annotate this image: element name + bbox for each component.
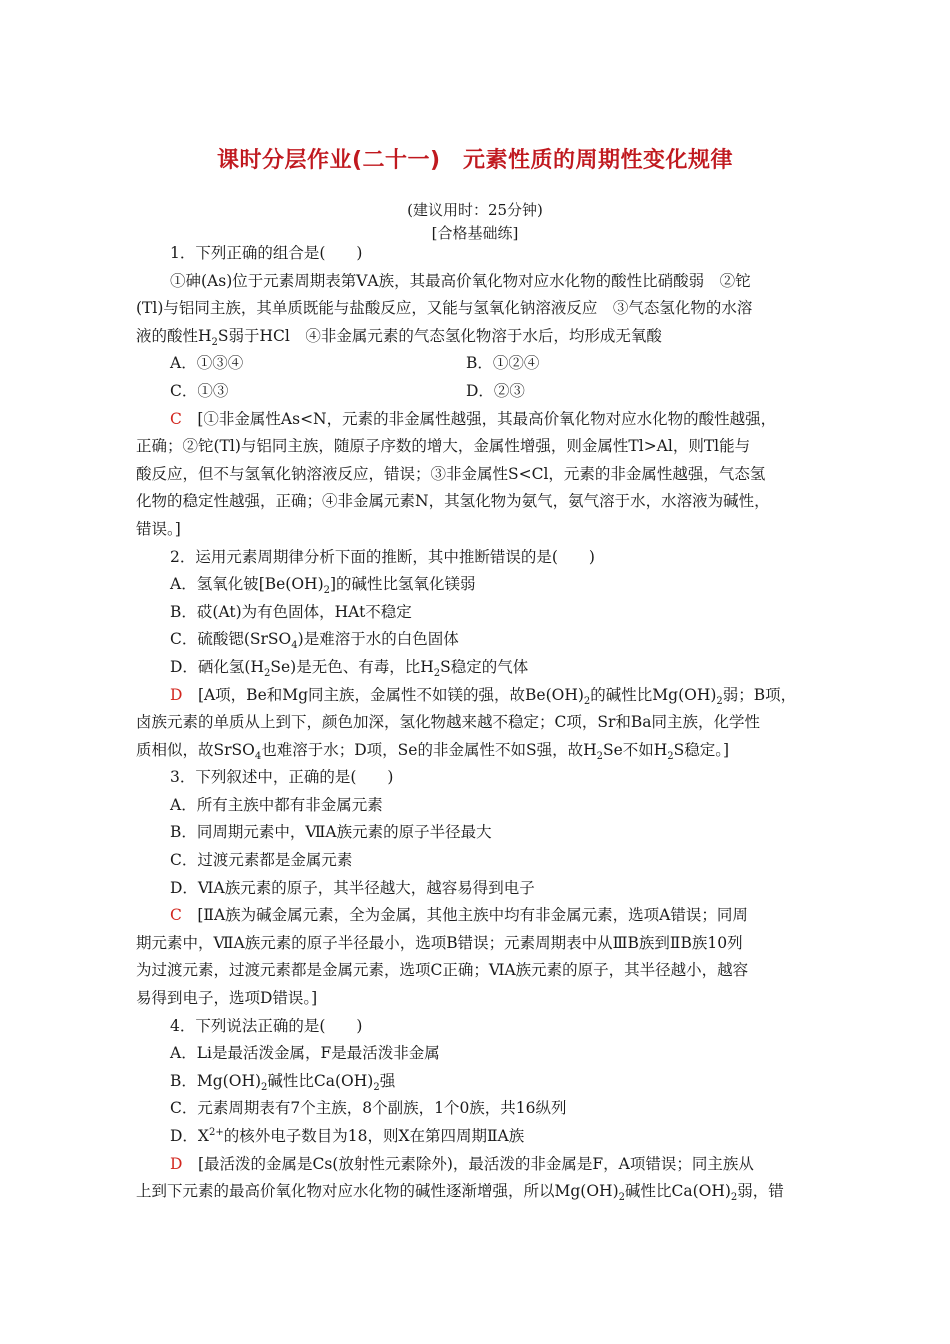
answer-letter: C <box>170 906 182 925</box>
question-3-explanation-line: 为过渡元素，过渡元素都是金属元素，选项C正确；ⅥA族元素的原子，其半径越小，越容 <box>136 961 749 980</box>
answer-letter: D <box>170 1154 183 1173</box>
option-b: B．砹(At)为有色固体，HAt不稳定 <box>170 602 412 621</box>
question-2-stem: 2．运用元素周期律分析下面的推断，其中推断错误的是( ) <box>170 547 595 566</box>
question-1-explanation-line: 酸反应，但不与氢氧化钠溶液反应，错误；③非金属性S<Cl，元素的非金属性越强，气态氢 <box>136 464 766 483</box>
question-3-explanation: C [ⅡA族为碱金属元素，全为金属，其他主族中均有非金属元素，选项A错误；同周 <box>170 906 748 925</box>
option-d: D．硒化氢$(H_2Se)$是无色、有毒，比$H_2S$稳定的气体 <box>170 657 529 679</box>
option-c: C．元素周期表有7个主族，8个副族，1个0族，共16纵列 <box>170 1099 567 1118</box>
question-1-text-line: (Tl)与铝同主族，其单质既能与盐酸反应，又能与氢氧化钠溶液反应 ③气态氢化物的水溶 <box>136 299 753 318</box>
question-1-text-line: ①砷(As)位于元素周期表第ⅤA族，其最高价氧化物对应水化物的酸性比硝酸弱 ②铊 <box>170 271 751 290</box>
question-2-explanation-line: 质相似，故SrSO$_4$也难溶于水；D项，Se的非金属性不如S强，故$H_2Se$不如$H_2S$稳定。] <box>136 740 730 762</box>
option-b: B．①②④ <box>466 354 540 373</box>
question-2-explanation: D [A项，Be和Mg同主族，金属性不如镁的强，故$Be(OH)_2$的碱性比$Mg(OH)_2$弱；B项， <box>170 685 797 707</box>
question-3-stem: 3．下列叙述中，正确的是( ) <box>170 768 394 787</box>
option-c: C．①③ <box>170 381 229 400</box>
option-a: A．氢氧化铍$[Be(OH)_2]$的碱性比氢氧化镁弱 <box>170 575 476 597</box>
answer-letter: D <box>170 685 183 704</box>
question-2-explanation-line: 卤族元素的单质从上到下，颜色加深，氢化物越来越不稳定；C项，Sr和Ba同主族，化学性 <box>136 713 761 732</box>
option-b: B．同周期元素中，ⅦA族元素的原子半径最大 <box>170 823 492 842</box>
option-b: B．$Mg(OH)_2$碱性比$Ca(OH)_2$强 <box>170 1071 396 1093</box>
question-4-explanation: D [最活泼的金属是Cs(放射性元素除外)，最活泼的非金属是F，A项错误；同主族从 <box>170 1154 754 1173</box>
question-1-explanation: C [①非金属性As<N，元素的非金属性越强，其最高价氧化物对应水化物的酸性越强， <box>170 409 777 428</box>
option-a: A．①③④ <box>170 354 244 373</box>
question-1-options-row <box>136 350 826 378</box>
question-3-explanation-line: 期元素中，ⅦA族元素的原子半径最小，选项B错误；元素周期表中从ⅢB族到ⅡB族10列 <box>136 933 743 952</box>
answer-letter: C <box>170 409 182 428</box>
section-heading: [合格基础练] <box>431 224 519 242</box>
question-3-explanation-line: 易得到电子，选项D错误。] <box>136 989 318 1008</box>
document-body <box>136 240 826 1206</box>
option-c: C．过渡元素都是金属元素 <box>170 851 353 870</box>
option-a: A．Li是最活泼金属，F是最活泼非金属 <box>170 1044 440 1063</box>
question-4-stem: 4．下列说法正确的是( ) <box>170 1016 363 1035</box>
option-d: D．ⅥA族元素的原子，其半径越大，越容易得到电子 <box>170 878 535 897</box>
question-1-explanation-line: 化物的稳定性越强，正确；④非金属元素N，其氢化物为氨气，氨气溶于水，水溶液为碱性， <box>136 492 770 511</box>
option-a: A．所有主族中都有非金属元素 <box>170 795 383 814</box>
question-1-explanation-line: 正确；②铊(Tl)与铝同主族，随原子序数的增大，金属性增强，则金属性Tl>Al，则Tl能与 <box>136 437 751 456</box>
question-1-explanation-line: 错误。] <box>136 519 181 538</box>
question-1-stem: 1．下列正确的组合是( ) <box>170 244 363 262</box>
page-title: 课时分层作业(二十一) 元素性质的周期性变化规律 <box>216 148 734 173</box>
suggested-time: (建议用时：25分钟) <box>407 201 543 219</box>
option-c: C．硫酸锶(SrSO$_4$)是难溶于水的白色固体 <box>170 630 459 652</box>
question-4-explanation-line: 上到下元素的最高价氧化物对应水化物的碱性逐渐增强，所以$Mg(OH)_2$碱性比$Ca(OH)_2$弱，错 <box>136 1182 784 1204</box>
option-d: D．②③ <box>466 381 525 400</box>
question-1-options-row <box>136 378 826 406</box>
option-d: D．$X^{2+}$的核外电子数目为18，则X在第四周期ⅡA族 <box>170 1126 525 1145</box>
question-1-text-line: 液的酸性$H_2S$弱于HCl ④非金属元素的气态氢化物溶于水后，均形成无氧酸 <box>136 326 662 348</box>
